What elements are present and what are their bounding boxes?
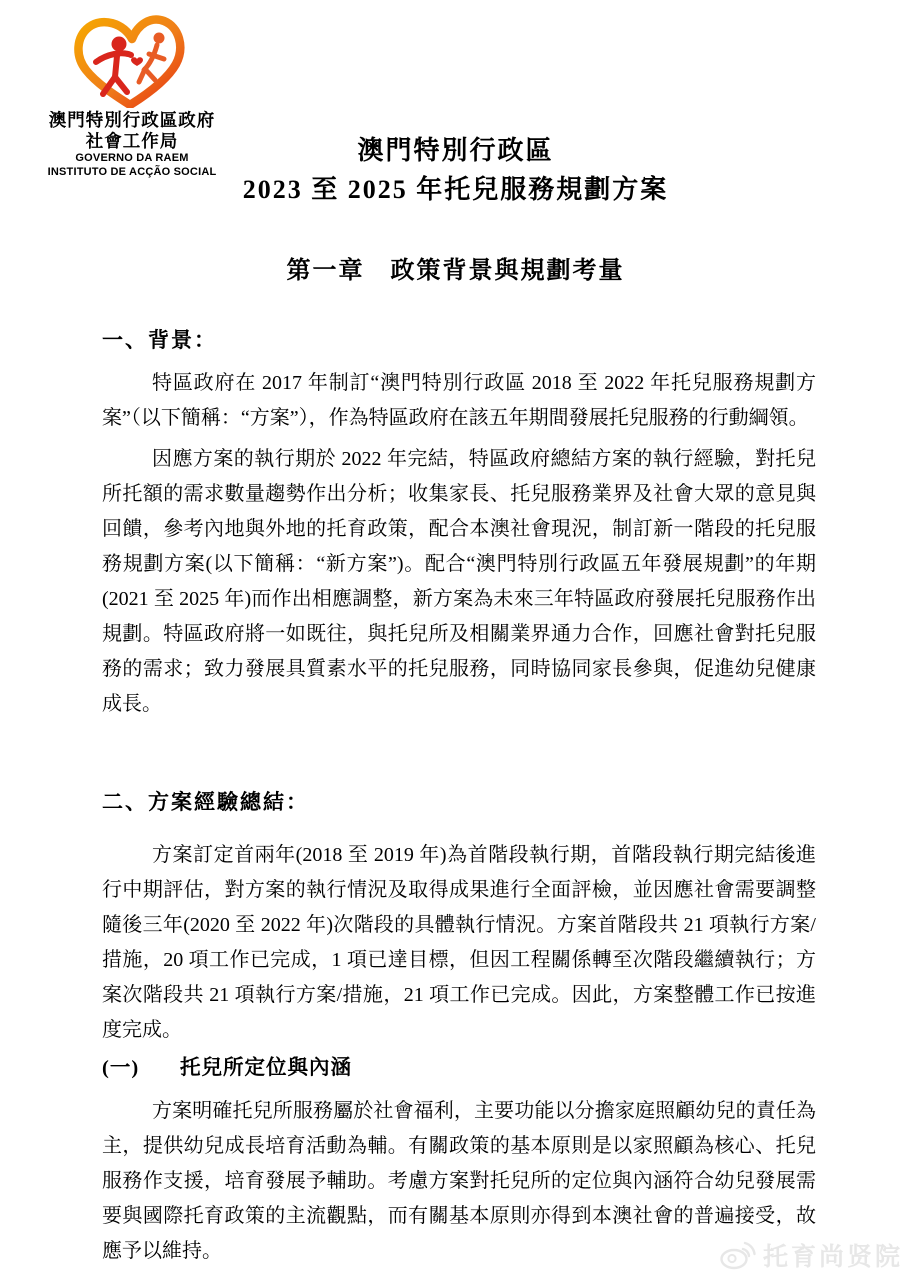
paragraph: 因應方案的執行期於 2022 年完結，特區政府總結方案的執行經驗，對托兒所托額的需求數量趨勢作出分析；收集家長、托兒服務業界及社會大眾的意見與回饋，參考內地與外地的托育政策，配合本澳社會現況，制訂新一階段的托兒服務規劃方案(以下簡稱：“新方案”)。配合“澳門特別行政區五年發展規劃”的年期(2021 至 2025 年)而作出相應調整，新方案為未來三年特區政府發展托兒服務作出規劃。特區政府將一如既往，與托兒所及相關業界通力合作，回應社會對托兒服務的需求；致力發展具質素水平的托兒服務，同時協同家長參與，促進幼兒健康成長。: [102, 448, 816, 715]
chapter-heading: 第一章 政策背景與規劃考量: [286, 258, 625, 284]
agency-name-pt-line1: GOVERNO DA RAEM: [75, 152, 189, 164]
paragraph: 特區政府在 2017 年制訂“澳門特別行政區 2018 至 2022 年托兒服務規劃方案”（以下簡稱：“方案”），作為特區政府在該五年期間發展托兒服務的行動綱領。: [102, 372, 816, 429]
document-title: [0, 131, 911, 209]
watermark-text: 托育尚贤院: [762, 1243, 903, 1271]
subsection-1-heading: [102, 1054, 816, 1082]
subsection-number: (一): [102, 1057, 140, 1079]
watermark: [720, 1237, 903, 1273]
document-title-line2: 2023 至 2025 年托兒服務規劃方案: [242, 175, 669, 204]
document-title-line1: 澳門特別行政區: [357, 136, 554, 165]
agency-name-pt-line2: INSTITUTO DE ACÇÃO SOCIAL: [47, 165, 217, 178]
paragraph: 方案明確托兒所服務屬於社會福利，主要功能以分擔家庭照顧幼兒的責任為主，提供幼兒成長培育活動為輔。有關政策的基本原則是以家照顧為核心、托兒服務作支援，培育發展予輔助。考慮方案對托兒所的定位與內涵符合幼兒發展需要與國際托育政策的主流觀點，而有關基本原則亦得到本澳社會的普遍接受，故應予以維持。: [102, 1100, 816, 1262]
section-1-heading: 一、背景：: [102, 328, 217, 352]
agency-name-zh-line1: 澳門特別行政區政府: [48, 110, 216, 130]
section-2-heading: 二、方案經驗總結：: [102, 790, 309, 814]
paragraph: 方案訂定首兩年(2018 至 2019 年)為首階段執行期，首階段執行期完結後進行中期評估，對方案的執行情況及取得成果進行全面評檢，並因應社會需要調整隨後三年(2020 至 2022 年)次階段的具體執行情況。方案首階段共 21 項執行方案/措施，20 項工作已完成，1 項已達目標，但因工程關係轉至次階段繼續執行；方案次階段共 21 項執行方案/措施，21 項工作已完成。因此，方案整體工作已按進度完成。: [102, 844, 816, 1041]
document-body: [102, 326, 816, 1269]
ias-heart-logo-icon: [69, 14, 195, 108]
weibo-icon: [720, 1240, 756, 1270]
agency-name-zh-line2: 社會工作局: [85, 131, 179, 151]
subsection-title: 托兒所定位與內涵: [180, 1057, 352, 1079]
